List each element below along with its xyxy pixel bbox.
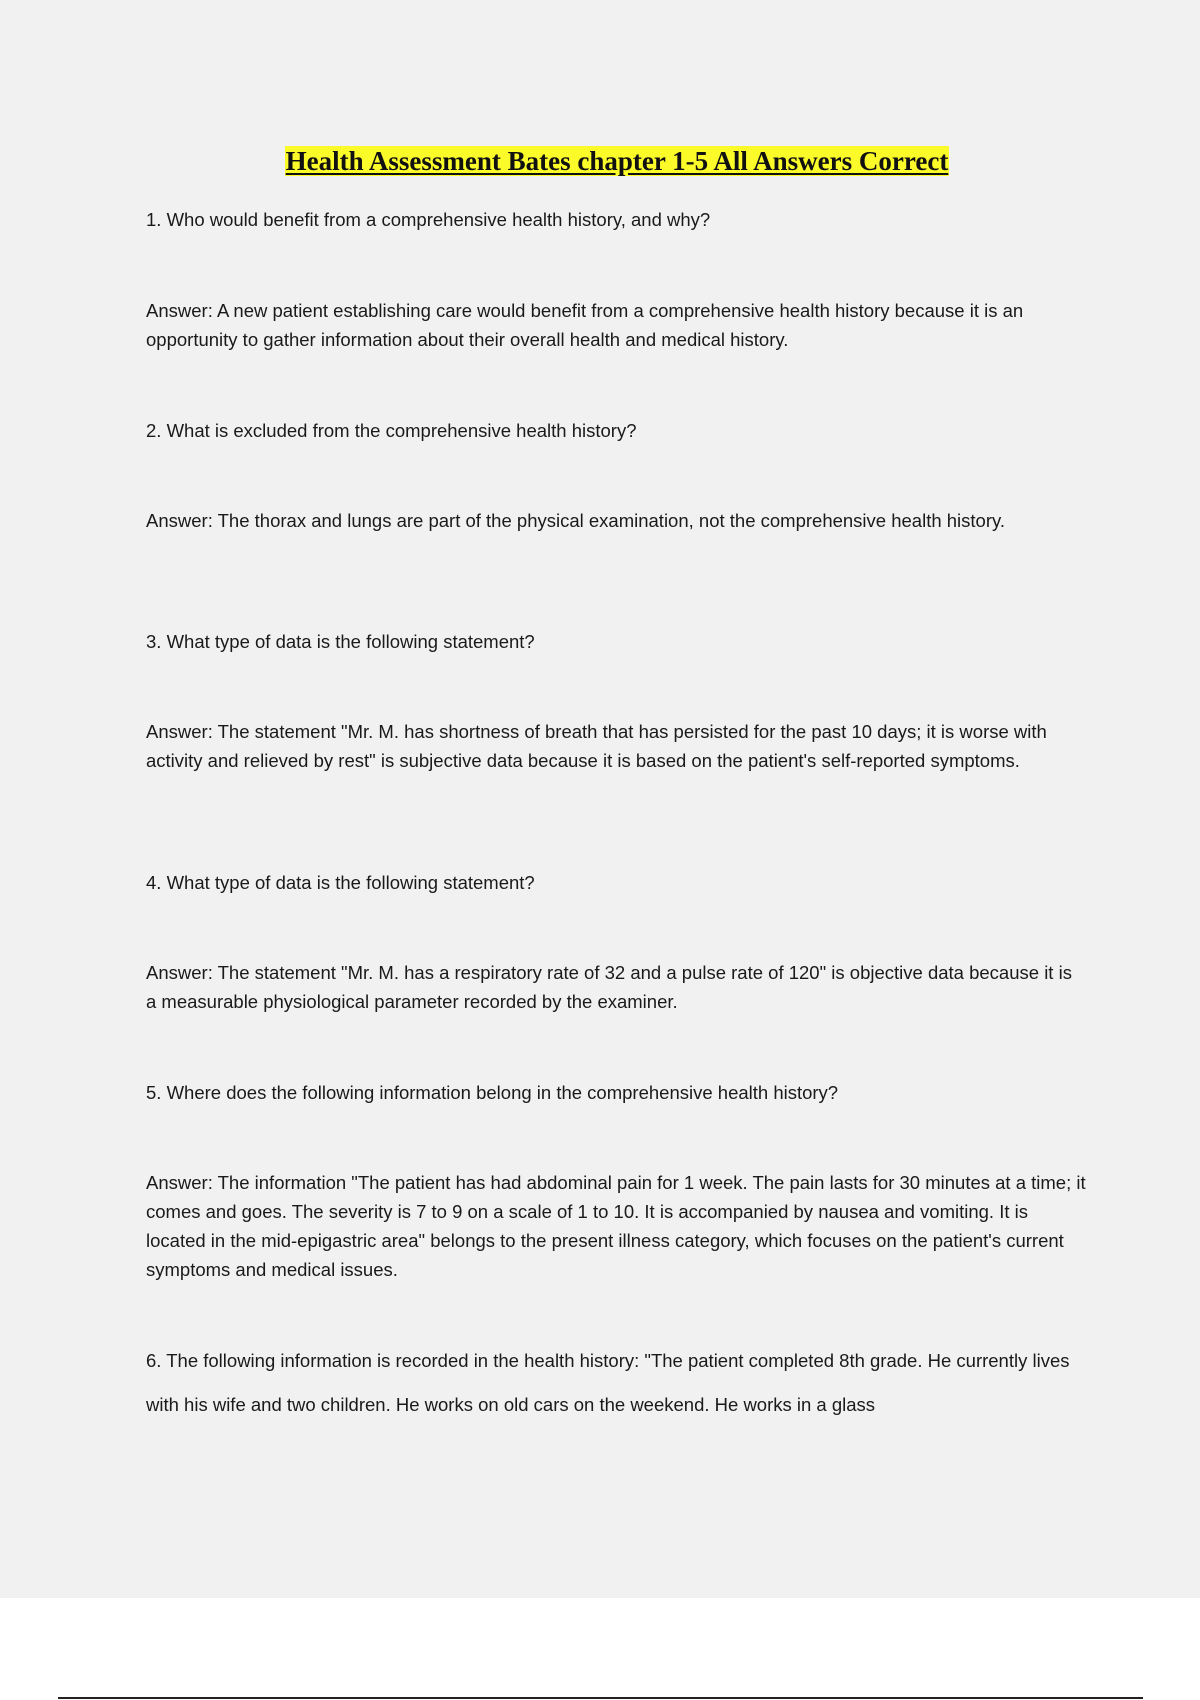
answer-2: Answer: The thorax and lungs are part of the physical examination, not the comprehensive health history. bbox=[146, 510, 1006, 531]
question-3: 3. What type of data is the following statement? bbox=[146, 631, 535, 652]
question-5: 5. Where does the following information belong in the comprehensive health history? bbox=[146, 1082, 839, 1103]
footer-divider bbox=[58, 1697, 1143, 1699]
question-1: 1. Who would benefit from a comprehensive health history, and why? bbox=[146, 209, 711, 230]
document-title: Health Assessment Bates chapter 1-5 All Answers Correct bbox=[285, 146, 949, 176]
question-4: 4. What type of data is the following statement? bbox=[146, 872, 535, 893]
answer-5: Answer: The information "The patient has had abdominal pain for 1 week. The pain lasts for 30 minutes at a time; it comes and goes. The severity is 7 to 9 on a scale of 1 to 10. It is accompanied by nausea and vomiting. It is located in the mid-epigastric area" belongs to the present illness category, which focuses on the patient's current symptoms and medical issues. bbox=[146, 1172, 1086, 1280]
answer-3: Answer: The statement "Mr. M. has shortness of breath that has persisted for the past 10 days; it is worse with activity and relieved by rest" is subjective data because it is based on the patient's self-reported symptoms. bbox=[146, 721, 1047, 771]
question-2: 2. What is excluded from the comprehensive health history? bbox=[146, 420, 637, 441]
question-6: 6. The following information is recorded in the health history: "The patient completed 8th grade. He currently lives with his wife and two children. He works on old cars on the weekend. He works in a glass bbox=[146, 1350, 1070, 1415]
answer-4: Answer: The statement "Mr. M. has a respiratory rate of 32 and a pulse rate of 120" is objective data because it is a measurable physiological parameter recorded by the examiner. bbox=[146, 962, 1072, 1012]
answer-1: Answer: A new patient establishing care would benefit from a comprehensive health history because it is an opportunity to gather information about their overall health and medical history. bbox=[146, 300, 1024, 350]
